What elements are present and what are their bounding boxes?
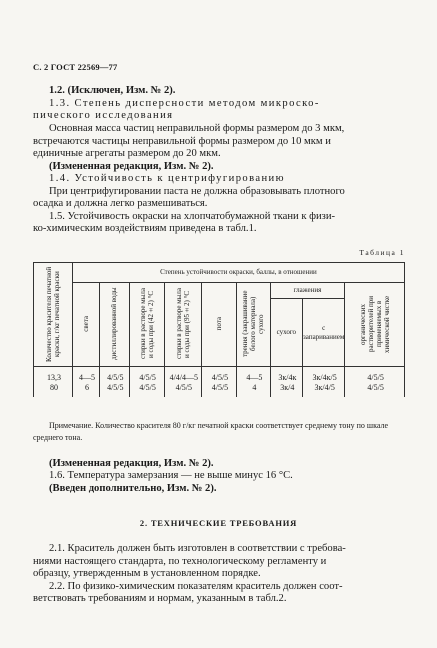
table-cell: 4/5/5 4/5/5 bbox=[201, 367, 236, 397]
paragraph-line: 2.1. Краситель должен быть изготовлен в соответствии с требова- bbox=[49, 543, 346, 554]
paragraph-line: ветствовать требованиям и нормам, указанным в табл.2. bbox=[33, 593, 287, 604]
table-data-row bbox=[34, 367, 405, 397]
section-heading: 2. ТЕХНИЧЕСКИЕ ТРЕБОВАНИЯ bbox=[139, 518, 298, 528]
table-cell: 4—5 4 bbox=[237, 367, 271, 397]
table-cell: 4/5/5 4/5/5 bbox=[100, 367, 129, 397]
page-header: С. 2 ГОСТ 22569—77 bbox=[33, 62, 118, 72]
group-header: Степень устойчивости окраски, баллы, в отношении bbox=[72, 263, 404, 283]
col-header-ironing-dry: сухого bbox=[270, 299, 302, 367]
table-cell: 4—5 6 bbox=[72, 367, 99, 397]
col-header-light: света bbox=[72, 283, 99, 367]
paragraph-line: образцу, утвержденным в установленном порядке. bbox=[33, 568, 261, 579]
paragraph-line: 1.5. Устойчивость окраски на хлопчатобумажной ткани к физи- bbox=[49, 211, 336, 222]
col-header-rubbing: трения (закрашивание белого материала) сухого bbox=[237, 283, 271, 367]
clause-1-3-heading-cont: пического исследования bbox=[33, 110, 174, 121]
col-header-quantity: Количество красителя печатной краски, г/кг печатной краски bbox=[34, 263, 73, 367]
paragraph-line: Основная масса частиц неправильной формы размером до 3 мкм, bbox=[49, 123, 345, 134]
col-header-sweat: пота bbox=[201, 283, 236, 367]
table-cell: 4/5/5 4/5/5 bbox=[345, 367, 405, 397]
table-cell: 3к/4к/5 3к/4/5 bbox=[303, 367, 345, 397]
table-cell: 4/4/4—5 4/5/5 bbox=[164, 367, 201, 397]
paragraph-line: При центрифугировании паста не должна образовывать плотного bbox=[49, 186, 345, 197]
table-note: Примечание. Количество красителя 80 г/кг печатной краски соответствует среднему тону по шкале среднего тона. bbox=[33, 421, 388, 442]
col-header-wash-95: стирки в растворе мыла и соды при (95±2) °С bbox=[164, 283, 201, 367]
table-cell: 13,3 80 bbox=[34, 367, 73, 397]
col-header-ironing-steam: с запариванием bbox=[303, 299, 345, 367]
col-header-wash-42: стирки в растворе мыла и соды при (42±2) °С bbox=[129, 283, 164, 367]
col-header-solvents: органических растворителей при применяемых в химической чистке bbox=[345, 283, 405, 367]
paragraph-line: встречаются частицы неправильной формы размером до 10 мкм и bbox=[33, 136, 331, 147]
clause-1-3-heading: 1.3. Степень дисперсности методом микроско- bbox=[49, 98, 320, 109]
amendment-note: (Измененная редакция, Изм. № 2). bbox=[49, 161, 214, 172]
paragraph-line: ко-химическим воздействиям приведена в табл.1. bbox=[33, 223, 257, 234]
paragraph-line: осадка и должна легко размешиваться. bbox=[33, 198, 208, 209]
col-header-water: дистиллированной воды bbox=[100, 283, 129, 367]
table-cell: 3к/4к 3к/4 bbox=[270, 367, 302, 397]
clause-1-6: 1.6. Температура замерзания — не выше минус 16 °С. bbox=[49, 470, 293, 481]
amendment-note: (Измененная редакция, Изм. № 2). bbox=[49, 458, 214, 469]
clause-1-4-heading: 1.4. Устойчивость к центрифугированию bbox=[49, 173, 285, 184]
addition-note: (Введен дополнительно, Изм. № 2). bbox=[49, 483, 217, 494]
table-caption: Таблица 1 bbox=[359, 248, 405, 257]
clause-1-2: 1.2. (Исключен, Изм. № 2). bbox=[49, 85, 176, 96]
paragraph-line: единичные агрегаты размером до 20 мкм. bbox=[33, 148, 221, 159]
table-cell: 4/5/5 4/5/5 bbox=[129, 367, 164, 397]
ironing-header: глажения bbox=[270, 283, 345, 299]
paragraph-line: 2.2. По физико-химическим показателям краситель должен соот- bbox=[49, 581, 343, 592]
fastness-table bbox=[33, 262, 405, 397]
paragraph-line: ниями настоящего стандарта, по технологическому регламенту и bbox=[33, 556, 327, 567]
